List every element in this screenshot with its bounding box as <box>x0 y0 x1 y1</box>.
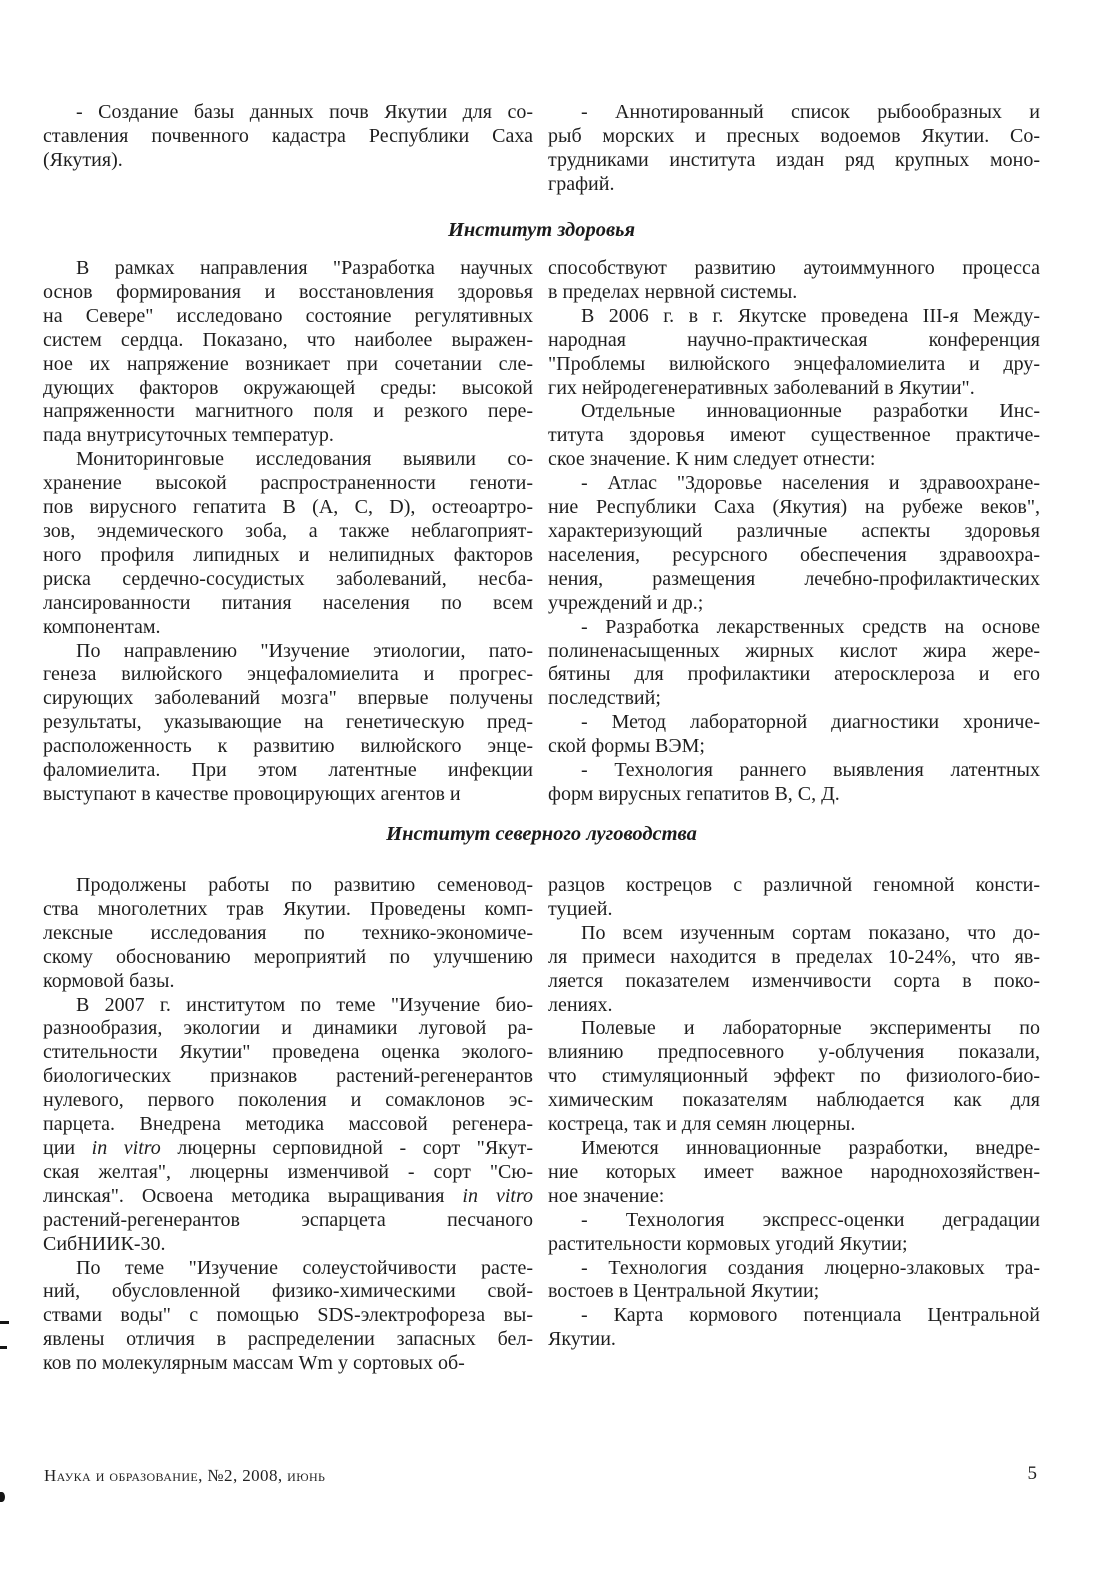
text-line: нулевого, первого поколения и сомаклонов эс- <box>43 1089 533 1112</box>
text-line: ствами воды" с помощью SDS-электрофореза вы- <box>43 1304 533 1327</box>
health-institute-right-column <box>548 257 1040 807</box>
text-line: - Технология создания люцерно-злаковых тра- <box>581 1256 1040 1279</box>
text-line: основ формирования и восстановления здоровья <box>43 280 533 303</box>
text-line: генеза вилюйского энцефаломиелита и прогрес- <box>43 663 533 686</box>
text-line: способствуют развитию аутоиммунного процесса <box>548 257 1040 279</box>
text-line: зов, эндемического зоба, а также неблагоприят- <box>43 519 533 542</box>
text-line: явлены отличия в распределении запасных бел- <box>43 1328 533 1351</box>
text-line: фаломиелита. При этом латентные инфекции <box>43 759 533 782</box>
text-line: ства многолетних трав Якутии. Проведены комп- <box>43 897 533 920</box>
text-line: ние которых имеет важное народнохозяйствен- <box>548 1160 1040 1183</box>
text-line: растений-регенерантов эспарцета песчаного <box>43 1208 533 1231</box>
meadow-institute-left-column <box>43 874 533 1376</box>
text-line: - Карта кормового потенциала Центральной <box>581 1304 1040 1327</box>
text-line: Продолжены работы по развитию семеновод- <box>76 874 533 896</box>
text-line: - Метод лабораторной диагностики хрониче- <box>581 711 1040 734</box>
text-line: ное значение: <box>548 1184 665 1207</box>
text-line: народная научно-практическая конференция <box>548 328 1040 351</box>
text-line: По всем изученным сортам показано, что до- <box>581 921 1040 944</box>
text-line: Отдельные инновационные разработки Инс- <box>581 400 1040 423</box>
footer-journal-title: Наука и образование, №2, 2008, июнь <box>44 1466 326 1485</box>
scan-artifact-dash <box>0 1346 7 1349</box>
text-line: (Якутия). <box>43 148 123 171</box>
text-line: ции in vitro люцерны серповидной - сорт "Якут- <box>43 1136 533 1159</box>
text-line: бятины для профилактики атеросклероза и его <box>548 663 1040 686</box>
text-line: - Атлас "Здоровье населения и здравоохране- <box>581 472 1040 495</box>
text-line: хранение высокой распространенности геноти- <box>43 472 533 495</box>
text-line: лексные исследования по технико-экономиче- <box>43 921 533 944</box>
text-line: В 2007 г. институтом по теме "Изучение био- <box>76 993 533 1016</box>
text-line: скому обоснованию мероприятий по улучшению <box>43 945 533 968</box>
paragraph <box>548 711 1040 759</box>
text-line: "Проблемы вилюйского энцефаломиелита и дру- <box>548 352 1040 375</box>
meadow-institute-right-column <box>548 874 1040 1352</box>
text-line: В 2006 г. в г. Якутске проведена III-я Между- <box>581 304 1040 327</box>
text-line: линская". Освоена методика выращивания in vitro <box>43 1184 534 1207</box>
section-heading-health-institute: Институт здоровья <box>447 219 636 241</box>
text-line: последствий; <box>548 687 661 710</box>
paragraph <box>548 759 1040 807</box>
text-line: Якутии. <box>548 1328 616 1351</box>
text-line: характеризующий различные аспекты здоровья <box>548 519 1040 542</box>
text-line: рыб морских и пресных водоемов Якутии. Со- <box>548 124 1040 147</box>
text-line: костреца, так и для семян люцерны. <box>548 1113 856 1136</box>
text-line: на Севере" исследовано состояние регулятивных <box>43 304 533 327</box>
text-line: ское значение. К ним следует отнести: <box>548 448 876 471</box>
paragraph <box>548 1257 1040 1305</box>
text-line: - Аннотированный список рыбообразных и <box>581 101 1040 123</box>
text-line: лениях. <box>548 993 613 1016</box>
text-line: СибНИИК-30. <box>43 1232 166 1255</box>
text-line: востоев в Центральной Якутии; <box>548 1280 820 1303</box>
paragraph <box>548 257 1040 305</box>
text-line: в пределах нервной системы. <box>548 280 798 303</box>
scan-artifact-blob <box>0 1492 5 1502</box>
text-line: нения, размещения лечебно-профилактических <box>548 567 1040 590</box>
text-line: разцов кострецов с различной геномной консти- <box>548 874 1040 896</box>
paragraph <box>43 1257 533 1377</box>
paragraph <box>548 1137 1040 1209</box>
paragraph <box>548 400 1040 472</box>
text-line: гих нейродегенеративных заболеваний в Якутии". <box>548 376 975 399</box>
paragraph <box>548 1017 1040 1137</box>
text-line: компонентам. <box>43 615 161 638</box>
health-institute-left-column <box>43 257 533 807</box>
text-line: кормовой базы. <box>43 969 175 992</box>
text-line: - Технология экспресс-оценки деградации <box>581 1208 1040 1231</box>
text-line: дующих факторов окружающей среды: высокой <box>43 376 533 399</box>
text-line: сирующих заболеваний мозга" впервые получены <box>43 687 533 710</box>
text-line: В рамках направления "Разработка научных <box>76 257 533 279</box>
text-line: ской формы ВЭМ; <box>548 735 705 758</box>
top-continuation-right-column <box>548 101 1040 197</box>
text-line: ляется показателем изменчивости сорта в поко- <box>548 969 1040 992</box>
scan-artifact-dash <box>0 1321 9 1324</box>
page-number: 5 <box>1027 1463 1037 1484</box>
paragraph <box>43 640 533 807</box>
text-line: биологических признаков растений-регенерантов <box>43 1065 533 1088</box>
paragraph <box>43 448 533 639</box>
text-line: влиянию предпосевного у-облучения показали, <box>548 1041 1040 1064</box>
text-line: что стимуляционный эффект по физиолого-био- <box>548 1065 1040 1088</box>
text-line: ного профиля липидных и нелипидных факторов <box>43 543 533 566</box>
paragraph <box>548 472 1040 615</box>
text-line: ний, обусловленной физико-химическими свой- <box>43 1280 533 1303</box>
text-line: пада внутрисуточных температур. <box>43 424 334 447</box>
text-line: пов вирусного гепатита В (А, С, D), остеоартро- <box>43 496 533 519</box>
text-line: ля примеси находится в пределах 10-24%, что яв- <box>548 945 1040 968</box>
text-line: трудниками института издан ряд крупных моно- <box>548 148 1040 171</box>
text-line: риска сердечно-сосудистых заболеваний, несба- <box>43 567 533 590</box>
text-line: графий. <box>548 172 615 195</box>
paragraph <box>548 305 1040 401</box>
text-line: - Технология раннего выявления латентных <box>581 759 1040 782</box>
text-line: форм вирусных гепатитов В, С, Д. <box>548 782 840 805</box>
text-line: химическим показателям наблюдается как для <box>548 1089 1040 1112</box>
text-line: ставления почвенного кадастра Республики Саха <box>43 124 533 147</box>
top-continuation-left-column <box>43 101 533 173</box>
paragraph <box>43 257 533 448</box>
text-line: населения, ресурсного обеспечения здравоохра- <box>548 543 1040 566</box>
paragraph <box>548 1209 1040 1257</box>
paragraph <box>548 101 1040 197</box>
paragraph <box>548 616 1040 712</box>
text-line: напряженности магнитного поля и резкого пере- <box>43 400 533 423</box>
text-line: Имеются инновационные разработки, внедре- <box>581 1136 1040 1159</box>
text-line: выступают в качестве провоцирующих агентов и <box>43 782 461 805</box>
text-line: - Разработка лекарственных средств на основе <box>581 615 1040 638</box>
text-line: титута здоровья имеют существенное практиче- <box>548 424 1040 447</box>
paragraph <box>548 874 1040 922</box>
text-line: парцета. Внедрена методика массовой регенера- <box>43 1113 533 1136</box>
text-line: По теме "Изучение солеустойчивости расте- <box>76 1256 533 1279</box>
text-line: растительности кормовых угодий Якутии; <box>548 1232 908 1255</box>
text-line: Мониторинговые исследования выявили со- <box>76 448 533 471</box>
paragraph <box>43 101 533 173</box>
text-line: Полевые и лабораторные эксперименты по <box>581 1017 1040 1040</box>
text-line: туцией. <box>548 897 613 920</box>
text-line: лансированности питания населения по всем <box>43 591 533 614</box>
paragraph <box>43 874 533 994</box>
text-line: расположенность к развитию вилюйского энце- <box>43 735 533 758</box>
paragraph <box>548 922 1040 1018</box>
text-line: полиненасыщенных жирных кислот жира жере- <box>548 639 1040 662</box>
section-heading-meadow-institute: Институт северного луговодства <box>386 823 697 845</box>
text-line: стительности Якутии" проведена оценка эколого- <box>43 1041 533 1064</box>
text-line: разнообразия, экологии и динамики луговой ра- <box>43 1017 533 1040</box>
text-line: ков по молекулярным массам Wm у сортовых об- <box>43 1352 465 1375</box>
text-line: ное их напряжение возникает при сочетании сле- <box>43 352 533 375</box>
text-line: учреждений и др.; <box>548 591 704 614</box>
text-line: По направлению "Изучение этиологии, пато- <box>76 639 533 662</box>
paragraph <box>548 1304 1040 1352</box>
text-line: систем сердца. Показано, что наиболее выражен- <box>43 328 533 351</box>
text-line: результаты, указывающие на генетическую пред- <box>43 711 533 734</box>
text-line: ние Республики Саха (Якутия) на рубеже веков", <box>548 496 1040 519</box>
paragraph <box>43 994 533 1257</box>
text-line: ская желтая", люцерны изменчивой - сорт "Сю- <box>43 1160 533 1183</box>
text-line: - Создание базы данных почв Якутии для со- <box>76 101 533 123</box>
